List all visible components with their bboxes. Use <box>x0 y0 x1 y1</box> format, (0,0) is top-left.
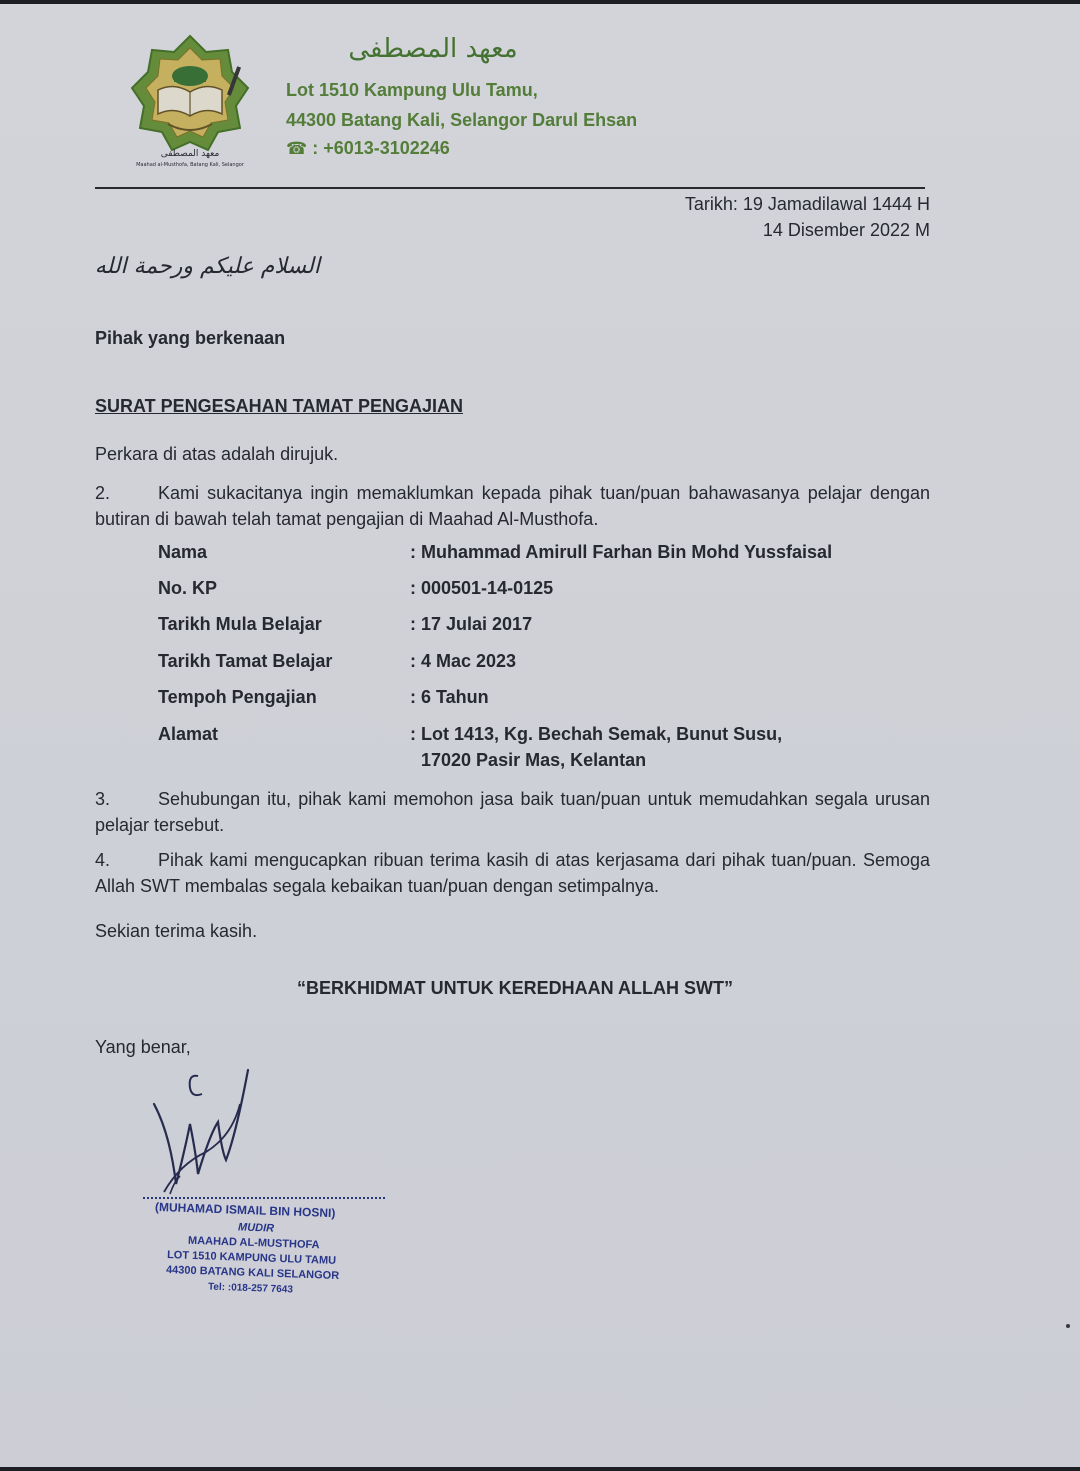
reference-line: Perkara di atas adalah dirujuk. <box>95 444 339 464</box>
detail-value: : Lot 1413, Kg. Bechah Semak, Bunut Susu, <box>410 724 783 744</box>
detail-value: : 6 Tahun <box>410 687 489 707</box>
paragraph-2 <box>95 480 930 532</box>
paragraph-number: 3. <box>95 789 111 809</box>
detail-address-line2: 17020 Pasir Mas, Kelantan <box>421 750 647 770</box>
detail-value: : 4 Mac 2023 <box>410 651 517 671</box>
paragraph-number: 4. <box>95 850 111 870</box>
detail-row-ic <box>158 578 554 599</box>
paragraph-3 <box>95 786 930 838</box>
institution-arabic-name: معهد المصطفى <box>348 34 518 64</box>
paper-speck <box>1066 1324 1070 1328</box>
detail-value: : 000501-14-0125 <box>410 578 554 598</box>
header-address-line1: Lot 1510 Kampung Ulu Tamu, <box>286 80 538 100</box>
header-phone-number: : +6013-3102246 <box>312 138 450 158</box>
header-address-line2: 44300 Batang Kali, Selangor Darul Ehsan <box>286 110 638 130</box>
detail-label: Tarikh Tamat Belajar <box>158 651 333 671</box>
stamp-org: MAAHAD AL-MUSTHOFA <box>187 1234 320 1252</box>
detail-row-end-date <box>158 651 517 672</box>
recipient: Pihak yang berkenaan <box>95 328 286 348</box>
motto: “BERKHIDMAT UNTUK KEREDHAAN ALLAH SWT” <box>297 978 733 998</box>
date-gregorian: 14 Disember 2022 M <box>762 220 930 240</box>
detail-value: : 17 Julai 2017 <box>410 614 533 634</box>
paragraph-4 <box>95 847 930 899</box>
paragraph-text: Pihak kami mengucapkan ribuan terima kasih di atas kerjasama dari pihak tuan/puan. Semoga Allah SWT membalas segala kebaikan tuan/puan dengan setimpalnya. <box>95 850 930 896</box>
detail-value: : Muhammad Amirull Farhan Bin Mohd Yussfaisal <box>410 542 833 562</box>
paragraph-text: Kami sukacitanya ingin memaklumkan kepada pihak tuan/puan bahawasanya pelajar dengan butiran di bawah telah tamat pengajian di Maahad Al-Musthofa. <box>95 483 930 529</box>
signature-icon <box>140 1064 400 1214</box>
stamp-title: MUDIR <box>237 1221 275 1235</box>
date-hijri: Tarikh: 19 Jamadilawal 1444 H <box>684 194 930 214</box>
header-phone <box>286 138 450 159</box>
detail-label: Nama <box>158 542 208 562</box>
sign-off: Yang benar, <box>95 1037 191 1057</box>
detail-label: Tempoh Pengajian <box>158 687 317 707</box>
detail-row-start-date <box>158 614 533 635</box>
stamp-address1: LOT 1510 KAMPUNG ULU TAMU <box>166 1249 337 1267</box>
detail-label: No. KP <box>158 578 218 598</box>
detail-label: Tarikh Mula Belajar <box>158 614 322 634</box>
paragraph-number: 2. <box>95 483 111 503</box>
letter-subject: SURAT PENGESAHAN TAMAT PENGAJIAN <box>95 396 464 416</box>
paragraph-text: Sehubungan itu, pihak kami memohon jasa baik tuan/puan untuk memudahkan segala urusan pelajar tersebut. <box>95 789 930 835</box>
phone-icon: ☎ <box>286 139 308 158</box>
stamp-address2: 44300 BATANG KALI SELANGOR <box>165 1263 340 1283</box>
closing-line: Sekian terima kasih. <box>95 921 258 941</box>
institution-logo-icon <box>128 32 252 170</box>
stamp-name: (MUHAMAD ISMAIL BIN HOSNI) <box>154 1199 336 1221</box>
detail-row-address <box>158 724 783 745</box>
detail-label: Alamat <box>158 724 219 744</box>
salutation: السلام عليكم ورحمة الله <box>94 254 320 279</box>
header-divider <box>95 187 925 189</box>
detail-row-name <box>158 542 833 563</box>
signature-line <box>143 1197 385 1199</box>
svg-text:معهد المصطفى: معهد المصطفى <box>160 149 220 159</box>
svg-text:Maahad al-Musthofa, Batang Kal: Maahad al-Musthofa, Batang Kali, Selangor <box>136 162 244 168</box>
letter-page <box>0 4 1080 1467</box>
detail-row-duration <box>158 687 489 708</box>
stamp-tel: Tel: :018-257 7643 <box>207 1281 294 1296</box>
